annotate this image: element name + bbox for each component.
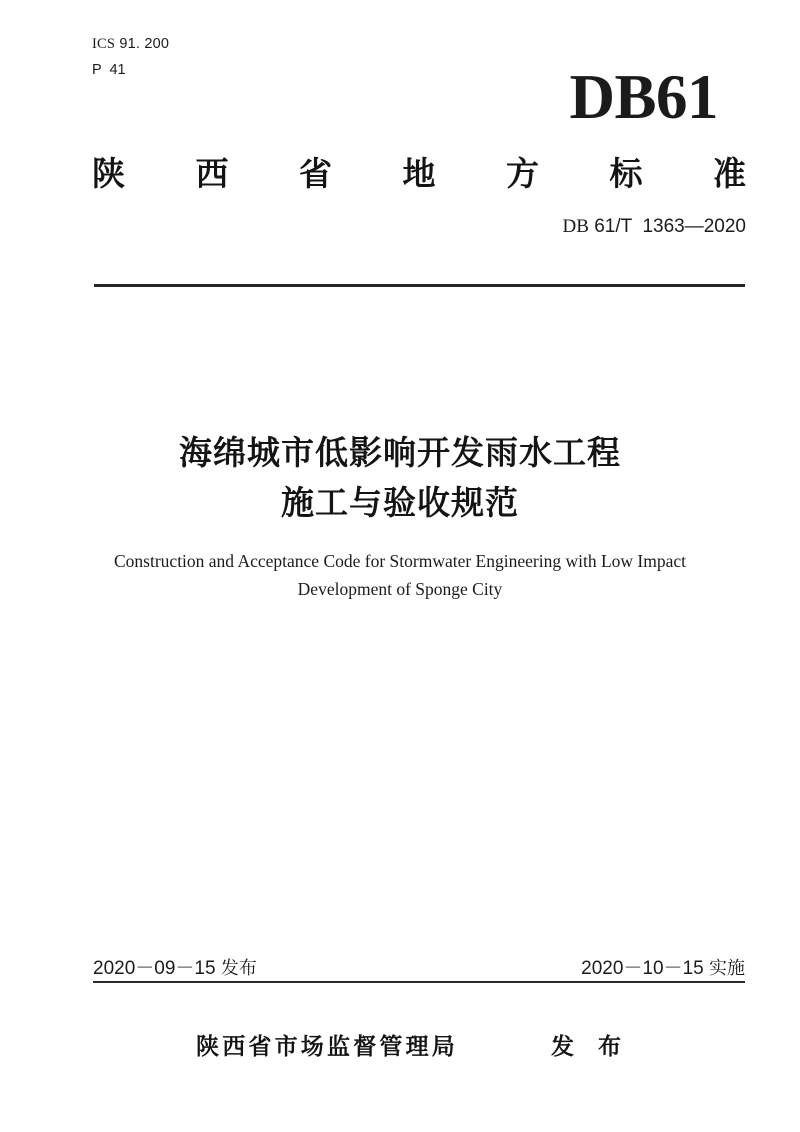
date-row — [93, 953, 745, 980]
ics-value: 91. 200 — [115, 36, 170, 52]
province-title-char: 陕 — [92, 154, 125, 193]
province-title-char: 省 — [299, 154, 332, 193]
effective-date-value: 2020－10－15 — [581, 958, 709, 979]
document-title-english — [90, 547, 710, 604]
ics-prefix-label: ICS — [92, 36, 116, 52]
document-title-chinese — [0, 428, 800, 528]
province-title-char: 方 — [506, 154, 539, 193]
issue-date-label: 发布 — [220, 958, 257, 979]
issue-date-value: 2020－09－15 — [93, 958, 221, 979]
title-english-line-2: Development of Sponge City — [297, 579, 503, 600]
title-english-line-1: Construction and Acceptance Code for Stormwater Engineering with Low Impact — [114, 551, 686, 571]
province-title-char: 标 — [609, 154, 643, 193]
footer-divider-rule — [93, 981, 745, 983]
province-title-char: 地 — [402, 154, 436, 193]
title-chinese-line-1: 海绵城市低影响开发雨水工程 — [179, 433, 621, 472]
publish-action-label: 发 布 — [551, 1034, 630, 1060]
standard-number — [563, 216, 746, 238]
publisher-row — [0, 1028, 800, 1062]
ics-classification-block — [92, 34, 169, 81]
issue-date — [93, 953, 257, 980]
standard-number-value: 61/T 1363—2020 — [588, 216, 746, 237]
effective-date-label: 实施 — [709, 958, 745, 979]
province-title-char: 西 — [195, 154, 229, 193]
province-standard-title — [92, 148, 746, 195]
publisher-name: 陕西省市场监督管理局 — [196, 1034, 458, 1060]
standard-number-prefix: DB — [562, 216, 589, 237]
header-divider-rule — [94, 284, 745, 287]
effective-date — [581, 953, 745, 980]
title-chinese-line-2: 施工与验收规范 — [281, 483, 519, 523]
classification-code: P 41 — [92, 62, 126, 79]
db61-logo: DB61 — [569, 62, 718, 132]
ics-line — [92, 34, 169, 55]
province-title-char: 准 — [713, 154, 746, 193]
